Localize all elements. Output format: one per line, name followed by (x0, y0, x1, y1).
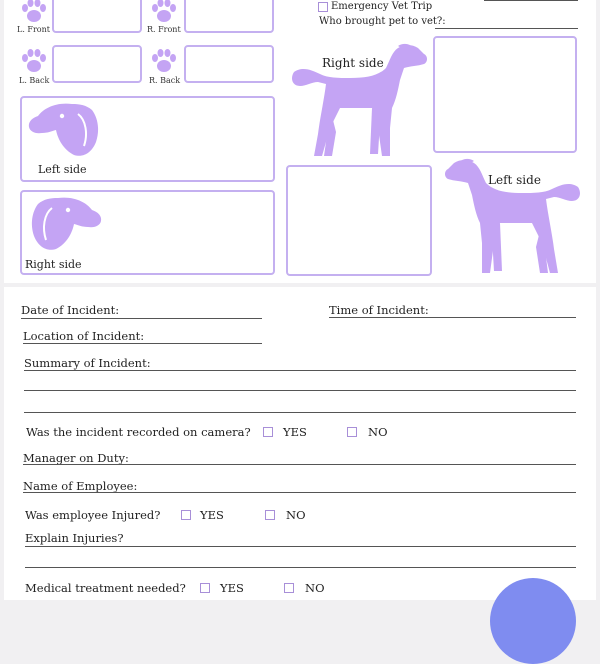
medical-yes-checkbox[interactable] (200, 583, 210, 593)
head-left-side-box[interactable] (20, 96, 275, 182)
right-side-notes-box[interactable] (433, 36, 577, 153)
date-of-incident-line[interactable] (21, 318, 262, 319)
location-of-incident-line[interactable] (23, 343, 262, 344)
dog-head-left-icon (26, 100, 104, 160)
explain-injuries-line-2[interactable] (25, 567, 576, 568)
left-front-paw-box[interactable] (52, 0, 142, 33)
medical-yes-label: YES (220, 581, 244, 595)
who-brought-pet-label: Who brought pet to vet?: (319, 16, 446, 27)
body-left-side-label: Left side (488, 173, 541, 187)
time-of-incident-label: Time of Incident: (329, 303, 429, 317)
camera-yes-checkbox[interactable] (263, 427, 273, 437)
employee-injured-yes-label: YES (200, 508, 224, 522)
injury-diagram-panel (4, 0, 596, 283)
head-left-side-label: Left side (38, 163, 87, 176)
body-right-side-label: Right side (322, 56, 384, 70)
incident-form-panel (4, 287, 596, 600)
employee-injured-question-label: Was employee Injured? (25, 508, 161, 522)
paw-icon (150, 48, 178, 74)
employee-injured-no-checkbox[interactable] (265, 510, 275, 520)
head-right-side-box[interactable] (20, 190, 275, 275)
explain-injuries-line-1[interactable] (25, 546, 576, 547)
right-front-paw-box[interactable] (184, 0, 274, 33)
paw-icon (20, 0, 48, 24)
summary-line-1[interactable] (24, 370, 576, 371)
paw-icon (20, 48, 48, 74)
manager-on-duty-line[interactable] (23, 464, 576, 465)
medical-treatment-question-label: Medical treatment needed? (25, 581, 186, 595)
paw-icon (150, 0, 178, 24)
paw-label-right-front: R. Front (147, 25, 181, 34)
explain-injuries-label: Explain Injuries? (25, 531, 124, 545)
medical-no-label: NO (305, 581, 325, 595)
camera-no-checkbox[interactable] (347, 427, 357, 437)
name-of-employee-label: Name of Employee: (23, 479, 138, 493)
dog-head-right-icon (26, 194, 104, 254)
paw-label-right-back: R. Back (149, 76, 181, 85)
head-right-side-label: Right side (25, 258, 82, 271)
emergency-vet-trip-label: Emergency Vet Trip (331, 1, 433, 12)
right-back-paw-box[interactable] (184, 45, 274, 83)
summary-of-incident-label: Summary of Incident: (24, 356, 151, 370)
round-badge (490, 578, 576, 664)
employee-injured-yes-checkbox[interactable] (181, 510, 191, 520)
date-of-incident-label: Date of Incident: (21, 303, 120, 317)
time-of-incident-line[interactable] (329, 317, 576, 318)
left-side-notes-box[interactable] (286, 165, 432, 276)
dog-body-right-icon (286, 42, 431, 160)
employee-injured-no-label: NO (286, 508, 306, 522)
camera-no-label: NO (368, 425, 388, 439)
manager-on-duty-label: Manager on Duty: (23, 451, 129, 465)
summary-line-2[interactable] (24, 390, 576, 391)
name-of-employee-line[interactable] (23, 492, 576, 493)
paw-label-left-front: L. Front (17, 25, 50, 34)
top-partial-line (484, 0, 578, 1)
medical-no-checkbox[interactable] (284, 583, 294, 593)
paw-label-left-back: L. Back (19, 76, 50, 85)
summary-line-3[interactable] (24, 412, 576, 413)
who-brought-pet-line[interactable] (435, 28, 578, 29)
emergency-vet-trip-checkbox[interactable] (318, 2, 328, 12)
location-of-incident-label: Location of Incident: (23, 329, 145, 343)
camera-yes-label: YES (283, 425, 307, 439)
dog-body-left-icon (440, 157, 586, 277)
camera-question-label: Was the incident recorded on camera? (26, 425, 251, 439)
left-back-paw-box[interactable] (52, 45, 142, 83)
